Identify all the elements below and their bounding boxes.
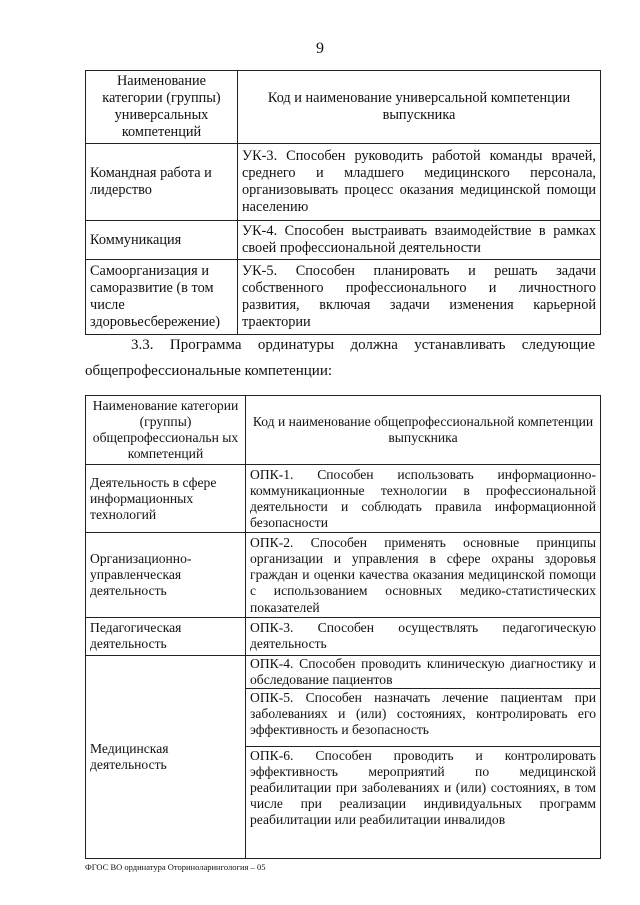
- paragraph-line: 3.3. Программа ординатуры должна устанавливать следующие: [131, 337, 595, 353]
- footer-text: ФГОС ВО ординатура Оториноларингология – 05: [85, 862, 266, 872]
- universal-competencies-table: [85, 70, 601, 335]
- row-competence: ОПК-6. Способен проводить и контролировать эффективность мероприятий по медицинской реабилитации при заболеваниях и (или) состояниях, в том числе при реализации индивидуальных программ реабилитации или реабилитации инвалидов: [246, 746, 601, 858]
- row-competence: УК-5. Способен планировать и решать задачи собственного профессионального и личностного развития, включая задачи изменения карьерной траектории: [238, 260, 601, 335]
- row-competence: ОПК-1. Способен использовать информационно-коммуникационные технологии в профессиональной деятельности и соблюдать правила информационной безопасности: [246, 465, 601, 533]
- row-competence: ОПК-4. Способен проводить клиническую диагностику и обследование пациентов: [246, 655, 601, 688]
- paragraph-line: общепрофессиональные компетенции:: [85, 363, 333, 379]
- row-category: Коммуникация: [86, 221, 238, 260]
- row-competence: УК-3. Способен руководить работой команды врачей, среднего и младшего медицинского персонала, организовывать процесс оказания медицинской помощи населению: [238, 144, 601, 221]
- row-category: Педагогическая деятельность: [86, 618, 246, 655]
- table-header-row: [86, 71, 601, 144]
- table-row: [86, 533, 601, 618]
- row-competence: ОПК-3. Способен осуществлять педагогическую деятельность: [246, 618, 601, 655]
- table-row: [86, 260, 601, 335]
- page-number: 9: [316, 40, 324, 57]
- row-category: Самоорганизация и саморазвитие (в том числе здоровьесбережение): [86, 260, 238, 335]
- row-competence: УК-4. Способен выстраивать взаимодействие в рамках своей профессиональной деятельности: [238, 221, 601, 260]
- table-row: [86, 465, 601, 533]
- header-code: Код и наименование универсальной компетенции выпускника: [238, 71, 601, 144]
- row-competence: ОПК-5. Способен назначать лечение пациентам при заболеваниях и (или) состояниях, контролировать его эффективность и безопасность: [246, 688, 601, 746]
- row-category: Медицинская деятельность: [86, 655, 246, 858]
- row-category: Организационно-управленческая деятельность: [86, 533, 246, 618]
- row-competence: ОПК-2. Способен применять основные принципы организации и управления в сфере охраны здоровья граждан и оценки качества оказания медицинской помощи с использованием основных медико-статистических показателей: [246, 533, 601, 618]
- table-row: [86, 618, 601, 655]
- table-header-row: [86, 396, 601, 465]
- row-category: Деятельность в сфере информационных технологий: [86, 465, 246, 533]
- table-row: [86, 144, 601, 221]
- table-row: [86, 655, 601, 688]
- header-category: Наименование категории (группы) общепрофессиональн ых компетенций: [86, 396, 246, 465]
- header-code: Код и наименование общепрофессиональной компетенции выпускника: [246, 396, 601, 465]
- table-row: [86, 221, 601, 260]
- header-category: Наименование категории (группы) универсальных компетенций: [86, 71, 238, 144]
- row-category: Командная работа и лидерство: [86, 144, 238, 221]
- section-paragraph: [85, 332, 595, 384]
- general-professional-competencies-table: [85, 395, 601, 859]
